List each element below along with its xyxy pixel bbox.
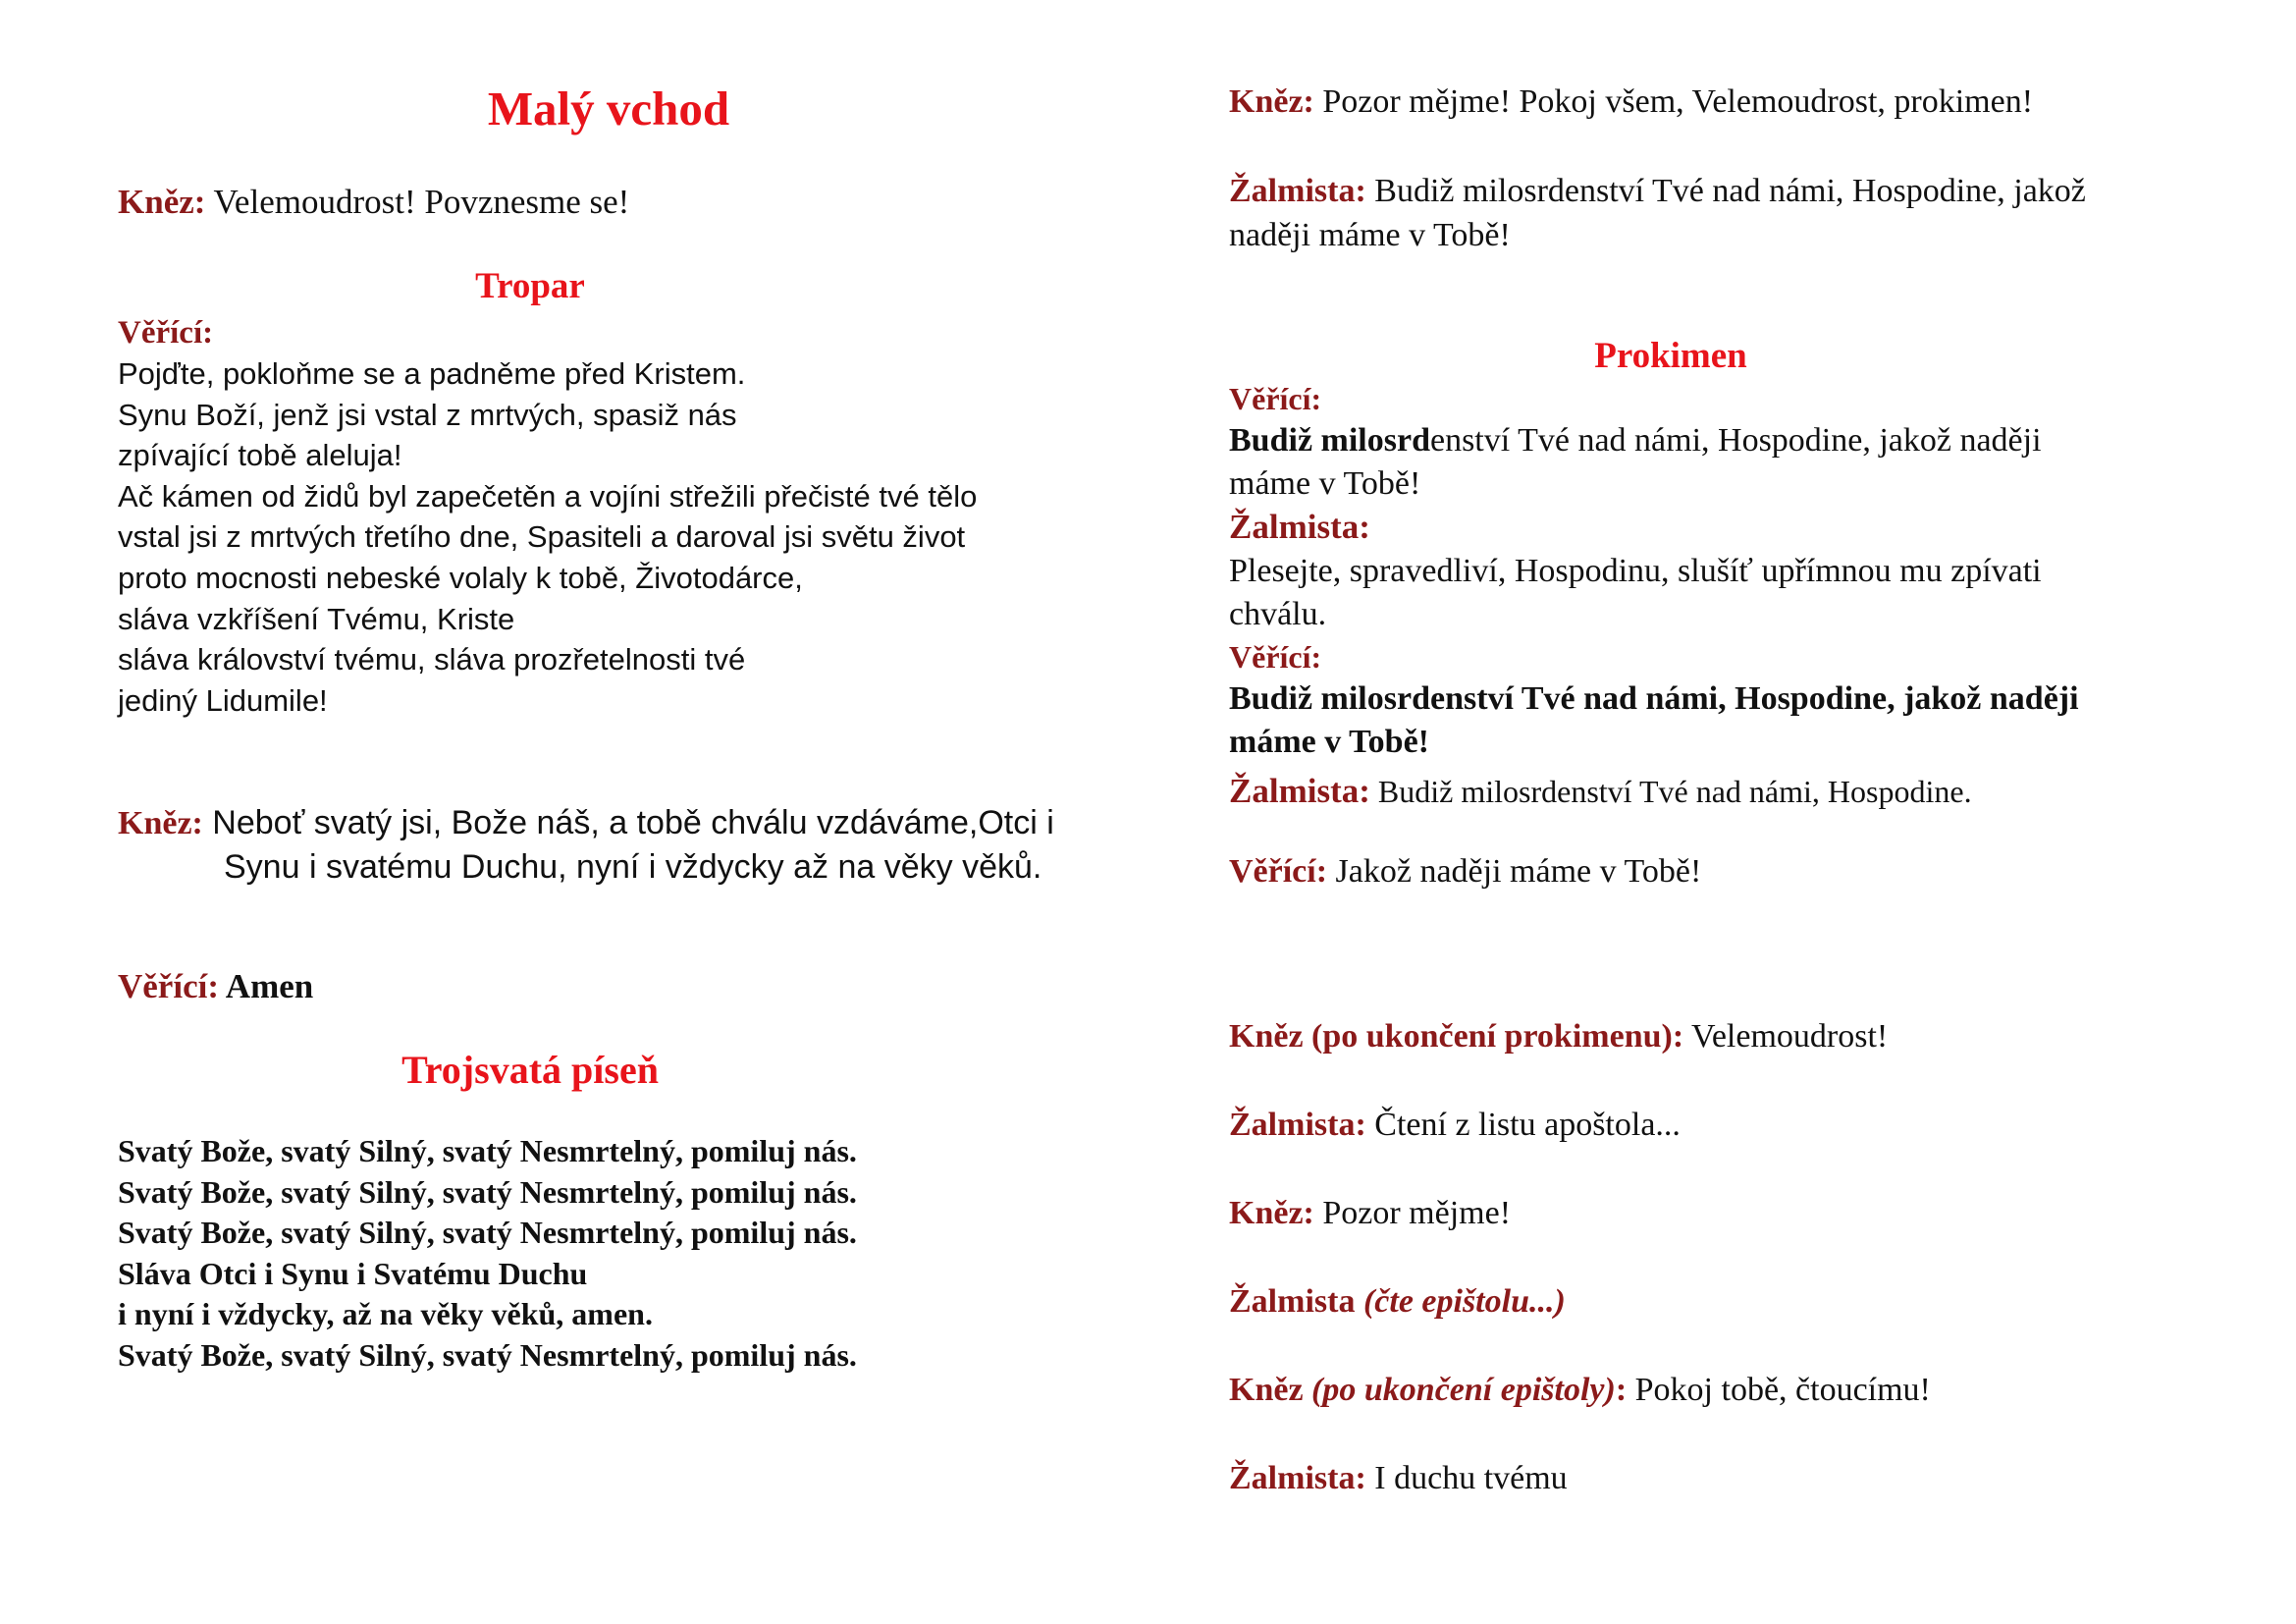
- tropar-line: Pojďte, pokloňme se a padněme před Kristem.: [118, 356, 746, 391]
- line-text-2: naději máme v Tobě!: [1229, 217, 1511, 253]
- italic-note: (čte epištolu...): [1362, 1283, 1566, 1320]
- right-line-5: [1229, 1192, 1511, 1235]
- right-line-6: [1229, 1280, 1566, 1324]
- verse-rest: enství Tvé nad námi, Hospodine, jakož naději: [1429, 422, 2042, 459]
- knez-doxology: [118, 801, 1054, 890]
- prokimen-verse-1: [1229, 419, 2042, 506]
- verse-bold: Budiž milosrd: [1229, 422, 1430, 459]
- tropar-role: Věřící:: [118, 315, 214, 351]
- right-line-2: [1229, 169, 2086, 257]
- trisagion-line: i nyní i vždycky, až na věky věků, amen.: [118, 1296, 653, 1331]
- line-text: Velemoudrost!: [1683, 1018, 1889, 1055]
- tropar-line: sláva vzkříšení Tvému, Kriste: [118, 601, 515, 636]
- role-label: Žalmista:: [1229, 1460, 1366, 1496]
- amen-text: Amen: [218, 967, 314, 1005]
- tropar-line: jediný Lidumile!: [118, 682, 328, 718]
- line-text: Budiž milosrdenství Tvé nad námi, Hospodine.: [1369, 774, 1972, 809]
- trisagion-line: Svatý Bože, svatý Silný, svatý Nesmrtelný, pomiluj nás.: [118, 1173, 857, 1210]
- role-label: Kněz:: [118, 183, 206, 221]
- prokimen-role-3: Věřící:: [1229, 639, 1322, 675]
- trisagion-text: [118, 1131, 857, 1376]
- tropar-line: proto mocnosti nebeské volaly k tobě, Životodárce,: [118, 560, 803, 595]
- line-text: Čtení z listu apoštola...: [1365, 1107, 1681, 1143]
- line-text: Pokoj tobě, čtoucímu!: [1627, 1372, 1931, 1408]
- role-label: Kněz (po ukončení prokimenu):: [1229, 1018, 1684, 1055]
- role-label: Žalmista:: [1229, 173, 1366, 209]
- verse-line-1: Budiž milosrdenství Tvé nad námi, Hospodine, jakož naději: [1229, 680, 2079, 717]
- prokimen-role-2: Žalmista:: [1229, 508, 1370, 546]
- role-label: Kněz:: [1229, 83, 1314, 120]
- tropar-line: Synu Boží, jenž jsi vstal z mrtvých, spasiž nás: [118, 397, 737, 432]
- page-title: Malý vchod: [487, 81, 730, 135]
- line-text: Jakož naději máme v Tobě!: [1327, 853, 1702, 890]
- role-label: Kněz:: [1229, 1195, 1314, 1231]
- line-text: Pozor mějme! Pokoj všem, Velemoudrost, prokimen!: [1313, 83, 2034, 120]
- role-label: Žalmista:: [1229, 772, 1370, 810]
- tropar-text: [118, 353, 977, 721]
- line-text: Budiž milosrdenství Tvé nad námi, Hospodine, jakož: [1365, 173, 2086, 209]
- prokimen-heading: Prokimen: [1594, 336, 1747, 376]
- prokimen-verse-3: [1229, 850, 1701, 893]
- right-line-3: [1229, 1015, 1888, 1058]
- knez-line-1: [118, 181, 629, 224]
- line-text: Pozor mějme!: [1313, 1195, 1512, 1231]
- role-label: Žalmista:: [1229, 1107, 1366, 1143]
- line-text: I duchu tvému: [1365, 1460, 1568, 1496]
- trisagion-line: Svatý Bože, svatý Silný, svatý Nesmrtelný, pomiluj nás.: [118, 1133, 857, 1168]
- right-line-8: [1229, 1457, 1568, 1500]
- tropar-heading: Tropar: [475, 266, 585, 306]
- verse-line-2: máme v Tobě!: [1229, 465, 1421, 502]
- trisagion-line: Svatý Bože, svatý Silný, svatý Nesmrtelný, pomiluj nás.: [118, 1336, 857, 1373]
- line-text: Velemoudrost! Povznesme se!: [205, 183, 630, 221]
- verse-line-2: máme v Tobě!: [1229, 724, 1429, 760]
- role-label: Žalmista: [1229, 1283, 1363, 1320]
- colon: :: [1615, 1372, 1628, 1408]
- right-line-4: [1229, 1104, 1681, 1147]
- italic-note: (po ukončení epištoly): [1311, 1372, 1616, 1408]
- trisagion-line: Sláva Otci i Synu i Svatému Duchu: [118, 1255, 588, 1291]
- role-label: Kněz:: [118, 805, 203, 841]
- right-line-7: [1229, 1369, 1931, 1412]
- amen-line: [118, 965, 313, 1008]
- prokimen-verse-2: [1229, 677, 2079, 764]
- psalm-line-2: chválu.: [1229, 596, 1327, 632]
- psalm-line-1: Plesejte, spravedliví, Hospodinu, slušíť upřímnou mu zpívati: [1229, 553, 2042, 589]
- prokimen-role-1: Věřící:: [1229, 381, 1322, 416]
- tropar-line: vstal jsi z mrtvých třetího dne, Spasiteli a daroval jsi světu život: [118, 519, 966, 555]
- tropar-line: Ač kámen od židů byl zapečetěn a vojíni střežili přečisté tvé tělo: [118, 478, 978, 514]
- role-label: Kněz: [1229, 1372, 1312, 1408]
- tropar-line: sláva království tvému, sláva prozřetelnosti tvé: [118, 642, 746, 677]
- trisagion-line: Svatý Bože, svatý Silný, svatý Nesmrtelný, pomiluj nás.: [118, 1215, 857, 1250]
- prokimen-psalm-2: [1229, 771, 1972, 812]
- role-label: Věřící:: [118, 967, 219, 1005]
- prokimen-psalm-1: [1229, 550, 2042, 636]
- role-label: Věřící:: [1229, 853, 1328, 890]
- right-line-1: [1229, 81, 2033, 124]
- doxology-line-1: Neboť svatý jsi, Bože náš, a tobě chválu vzdáváme,Otci i: [202, 804, 1054, 841]
- trisagion-heading: Trojsvatá píseň: [401, 1048, 659, 1092]
- tropar-line: zpívající tobě aleluja!: [118, 438, 402, 473]
- doxology-line-2: Synu i svatému Duchu, nyní i vždycky až na věky věků.: [224, 848, 1042, 886]
